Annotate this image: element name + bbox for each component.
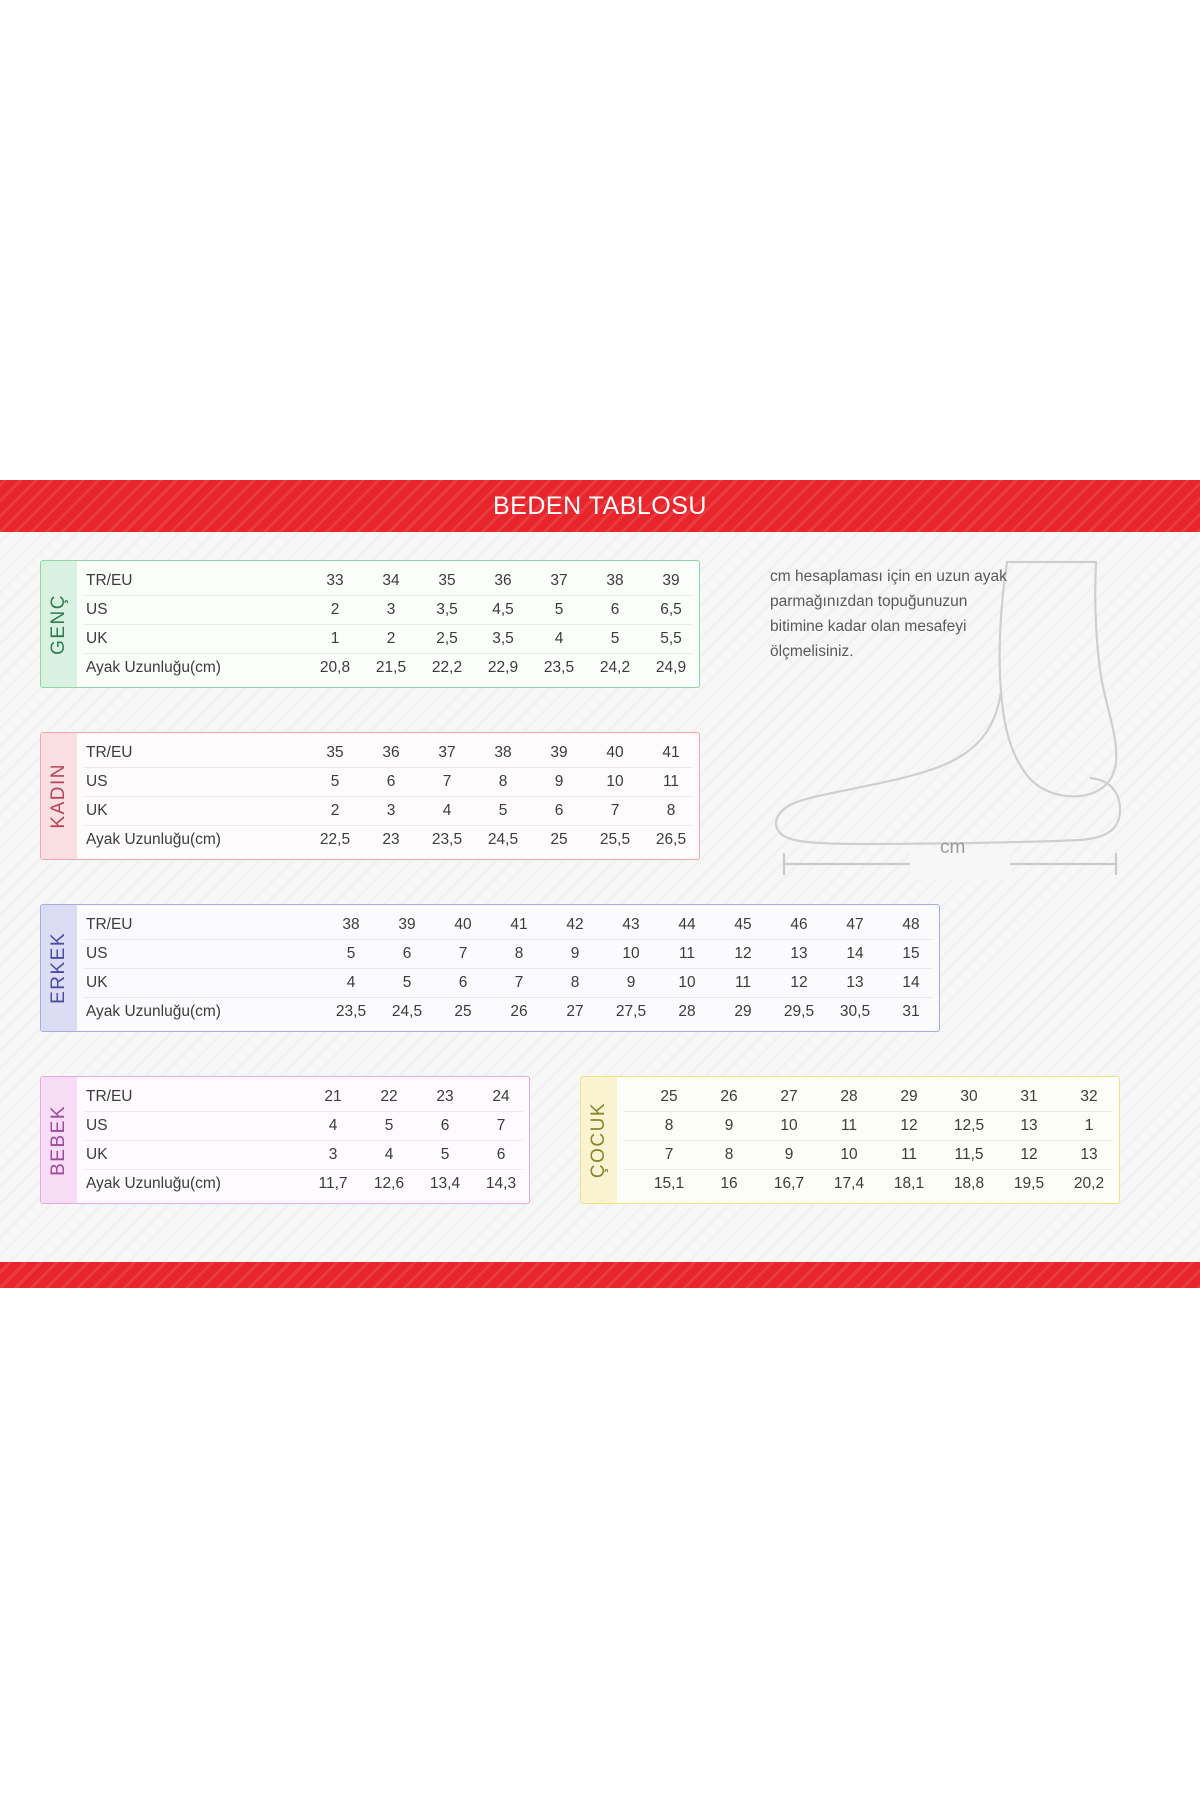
cell: 26,5	[655, 830, 687, 848]
row-label: TR/EU	[86, 1087, 133, 1105]
cell: 36	[494, 571, 512, 589]
cell: 8	[724, 1145, 734, 1163]
size-block-bebek	[40, 1076, 530, 1204]
size-block-cocuk-label	[581, 1077, 617, 1203]
table-row	[77, 940, 939, 968]
cell: 37	[438, 743, 456, 761]
cell: 6	[458, 973, 468, 991]
row-cells	[252, 630, 699, 648]
row-label: US	[86, 600, 108, 618]
cell: 6	[386, 772, 396, 790]
cell: 7	[664, 1145, 674, 1163]
size-block-genc-label	[41, 561, 77, 687]
row-label: Ayak Uzunluğu(cm)	[86, 1002, 221, 1020]
cell: 10	[840, 1145, 858, 1163]
cell: 40	[606, 743, 624, 761]
cell: 45	[734, 915, 752, 933]
size-block-genc-table	[77, 561, 699, 687]
table-row	[77, 911, 939, 939]
row-cells	[252, 831, 699, 849]
cell: 5,5	[660, 629, 682, 647]
row-cells	[617, 1146, 1119, 1164]
row-label: UK	[86, 1145, 108, 1163]
cell: 7	[442, 772, 452, 790]
cell: 7	[610, 801, 620, 819]
cell: 24,2	[599, 658, 631, 676]
size-block-cocuk	[580, 1076, 1120, 1204]
size-block-genc	[40, 560, 700, 688]
cell: 11	[662, 772, 680, 790]
cell: 13	[1080, 1145, 1098, 1163]
cell: 15	[902, 944, 920, 962]
table-row	[77, 1083, 529, 1111]
cell: 25	[660, 1087, 678, 1105]
cell: 29,5	[783, 1002, 815, 1020]
size-block-bebek-table	[77, 1077, 529, 1203]
row-cells	[252, 601, 699, 619]
table-row	[77, 739, 699, 767]
cell: 16,7	[773, 1174, 805, 1192]
cell: 17,4	[833, 1174, 865, 1192]
table-row	[77, 1141, 529, 1169]
table-row	[77, 625, 699, 653]
row-cells	[252, 945, 939, 963]
size-block-kadin-label	[41, 733, 77, 859]
cell: 12	[734, 944, 752, 962]
cell: 33	[326, 571, 344, 589]
cell: 2	[330, 600, 340, 618]
table-row	[77, 596, 699, 624]
cell: 6	[440, 1116, 450, 1134]
cell: 27,5	[615, 1002, 647, 1020]
row-cells	[252, 1175, 529, 1193]
cell: 21,5	[375, 658, 407, 676]
cell: 7	[458, 944, 468, 962]
row-cells	[252, 1146, 529, 1164]
cell: 10	[606, 772, 624, 790]
cell: 9	[570, 944, 580, 962]
cell: 3	[386, 600, 396, 618]
cell: 30,5	[839, 1002, 871, 1020]
row-label: Ayak Uzunluğu(cm)	[86, 1174, 221, 1192]
cell: 28	[840, 1087, 858, 1105]
cell: 6,5	[660, 600, 682, 618]
table-row	[77, 826, 699, 854]
cell: 11,7	[318, 1174, 348, 1192]
cell: 3	[386, 801, 396, 819]
cell: 41	[662, 743, 680, 761]
cell: 46	[790, 915, 808, 933]
cell: 39	[550, 743, 568, 761]
table-row	[77, 969, 939, 997]
cell: 44	[678, 915, 696, 933]
row-label: UK	[86, 973, 108, 991]
row-cells	[252, 802, 699, 820]
cell: 9	[554, 772, 564, 790]
row-label: US	[86, 944, 108, 962]
cell: 18,1	[893, 1174, 925, 1192]
size-block-erkek-label-text: ERKEK	[48, 932, 69, 1004]
size-block-cocuk-table	[617, 1077, 1119, 1203]
cell: 29	[734, 1002, 752, 1020]
row-cells	[252, 916, 939, 934]
cell: 11	[734, 973, 752, 991]
cell: 38	[494, 743, 512, 761]
cell: 4	[554, 629, 564, 647]
cell: 8	[570, 973, 580, 991]
cell: 12	[790, 973, 808, 991]
cell: 7	[496, 1116, 506, 1134]
row-cells	[252, 572, 699, 590]
cell: 2	[330, 801, 340, 819]
cell: 25	[454, 1002, 472, 1020]
row-cells	[252, 1003, 939, 1021]
cell: 9	[724, 1116, 734, 1134]
cell: 19,5	[1013, 1174, 1045, 1192]
table-row	[77, 654, 699, 682]
cell: 47	[846, 915, 864, 933]
cell: 5	[554, 600, 564, 618]
cell: 22	[380, 1087, 398, 1105]
cell: 25,5	[599, 830, 631, 848]
cell: 12	[1020, 1145, 1038, 1163]
cell: 21	[324, 1087, 342, 1105]
cell: 24,5	[487, 830, 519, 848]
cell: 23,5	[431, 830, 463, 848]
cell: 6	[496, 1145, 506, 1163]
cell: 20,8	[319, 658, 351, 676]
cell: 34	[382, 571, 400, 589]
cell: 2,5	[436, 629, 458, 647]
row-label: US	[86, 1116, 108, 1134]
cell: 10	[678, 973, 696, 991]
foot-sole-outline	[776, 692, 1120, 844]
cell: 3,5	[492, 629, 514, 647]
cell: 7	[514, 973, 524, 991]
table-row	[617, 1112, 1119, 1140]
size-block-erkek	[40, 904, 940, 1032]
cell: 3,5	[436, 600, 458, 618]
row-cells	[617, 1088, 1119, 1106]
size-block-erkek-label	[41, 905, 77, 1031]
cell: 4	[442, 801, 452, 819]
size-block-kadin	[40, 732, 700, 860]
cell: 14	[846, 944, 864, 962]
cell: 23	[436, 1087, 454, 1105]
size-block-kadin-table	[77, 733, 699, 859]
cell: 11	[840, 1116, 858, 1134]
table-row	[77, 567, 699, 595]
cell: 38	[606, 571, 624, 589]
table-row	[77, 768, 699, 796]
row-cells	[252, 1117, 529, 1135]
cell: 3	[328, 1145, 338, 1163]
size-block-kadin-label-text: KADIN	[48, 763, 69, 829]
table-row	[77, 1112, 529, 1140]
row-cells	[617, 1117, 1119, 1135]
table-row	[77, 998, 939, 1026]
row-cells	[252, 744, 699, 762]
cell: 5	[346, 944, 356, 962]
cell: 25	[550, 830, 568, 848]
cell: 5	[402, 973, 412, 991]
cell: 11,5	[954, 1145, 984, 1163]
cell: 5	[498, 801, 508, 819]
cell: 37	[550, 571, 568, 589]
chart-header	[0, 480, 1200, 532]
cell: 18,8	[953, 1174, 985, 1192]
row-label: UK	[86, 801, 108, 819]
cell: 6	[402, 944, 412, 962]
size-block-genc-label-text: GENÇ	[48, 593, 69, 655]
size-block-cocuk-label-text: ÇOCUK	[588, 1101, 609, 1179]
cell: 23	[382, 830, 400, 848]
cell: 22,5	[319, 830, 351, 848]
cell: 20,2	[1073, 1174, 1105, 1192]
cell: 24,9	[655, 658, 687, 676]
row-label: TR/EU	[86, 743, 133, 761]
cell: 39	[662, 571, 680, 589]
cell: 11	[900, 1145, 918, 1163]
cell: 26	[720, 1087, 738, 1105]
cell: 27	[566, 1002, 584, 1020]
size-block-bebek-label	[41, 1077, 77, 1203]
row-cells	[252, 974, 939, 992]
cell: 22,2	[431, 658, 463, 676]
cell: 14	[902, 973, 920, 991]
chart-body	[0, 532, 1200, 1262]
table-row	[77, 1170, 529, 1198]
cell: 5	[610, 629, 620, 647]
cell: 23,5	[543, 658, 575, 676]
cell: 39	[398, 915, 416, 933]
size-block-erkek-table	[77, 905, 939, 1031]
cell: 13,4	[429, 1174, 461, 1192]
cell: 4	[384, 1145, 394, 1163]
cell: 42	[566, 915, 584, 933]
cell: 43	[622, 915, 640, 933]
cell: 35	[326, 743, 344, 761]
cell: 26	[510, 1002, 528, 1020]
cell: 48	[902, 915, 920, 933]
cell: 4	[328, 1116, 338, 1134]
cell: 15,1	[653, 1174, 685, 1192]
row-cells	[252, 773, 699, 791]
cell: 28	[678, 1002, 696, 1020]
row-cells	[252, 659, 699, 677]
cell: 8	[666, 801, 676, 819]
table-row	[77, 797, 699, 825]
cell: 1	[330, 629, 340, 647]
measure-unit-label: cm	[940, 837, 966, 858]
cell: 2	[386, 629, 396, 647]
cell: 10	[780, 1116, 798, 1134]
page-title: BEDEN TABLOSU	[493, 491, 707, 520]
cell: 12,5	[953, 1116, 985, 1134]
cell: 40	[454, 915, 472, 933]
cell: 23,5	[335, 1002, 367, 1020]
cell: 8	[498, 772, 508, 790]
cell: 8	[664, 1116, 674, 1134]
cell: 14,3	[485, 1174, 517, 1192]
cell: 9	[626, 973, 636, 991]
cell: 31	[1020, 1087, 1038, 1105]
row-label: US	[86, 772, 108, 790]
row-label: Ayak Uzunluğu(cm)	[86, 658, 221, 676]
row-label: TR/EU	[86, 915, 133, 933]
row-cells	[617, 1175, 1119, 1193]
cell: 5	[330, 772, 340, 790]
cell: 13	[1020, 1116, 1038, 1134]
row-label: TR/EU	[86, 571, 133, 589]
cell: 10	[622, 944, 640, 962]
row-cells	[252, 1088, 529, 1106]
cell: 24,5	[391, 1002, 423, 1020]
size-chart-figure	[0, 480, 1200, 1320]
cell: 4,5	[492, 600, 514, 618]
table-row	[617, 1141, 1119, 1169]
row-label: UK	[86, 629, 108, 647]
cell: 13	[846, 973, 864, 991]
cell: 27	[780, 1087, 798, 1105]
size-block-bebek-label-text: BEBEK	[48, 1104, 69, 1176]
cell: 5	[440, 1145, 450, 1163]
cell: 41	[510, 915, 528, 933]
cell: 1	[1084, 1116, 1094, 1134]
cell: 8	[514, 944, 524, 962]
cell: 12	[900, 1116, 918, 1134]
cell: 30	[960, 1087, 978, 1105]
chart-footer	[0, 1262, 1200, 1288]
cell: 11	[678, 944, 696, 962]
measurement-note: cm hesaplaması için en uzun ayak parmağınızdan topuğunuzun bitimine kadar olan mesafeyi ölçmelisiniz.	[770, 568, 1007, 661]
cell: 24	[492, 1087, 510, 1105]
cell: 6	[554, 801, 564, 819]
cell: 29	[900, 1087, 918, 1105]
cell: 31	[902, 1002, 920, 1020]
cell: 32	[1080, 1087, 1098, 1105]
row-label: Ayak Uzunluğu(cm)	[86, 830, 221, 848]
cell: 36	[382, 743, 400, 761]
cell: 6	[610, 600, 620, 618]
cell: 12,6	[373, 1174, 405, 1192]
table-row	[617, 1170, 1119, 1198]
cell: 4	[346, 973, 356, 991]
cell: 22,9	[487, 658, 519, 676]
cell: 5	[384, 1116, 394, 1134]
cell: 9	[784, 1145, 794, 1163]
cell: 35	[438, 571, 456, 589]
cell: 16	[720, 1174, 738, 1192]
cell: 38	[342, 915, 360, 933]
cell: 13	[790, 944, 808, 962]
table-row	[617, 1083, 1119, 1111]
